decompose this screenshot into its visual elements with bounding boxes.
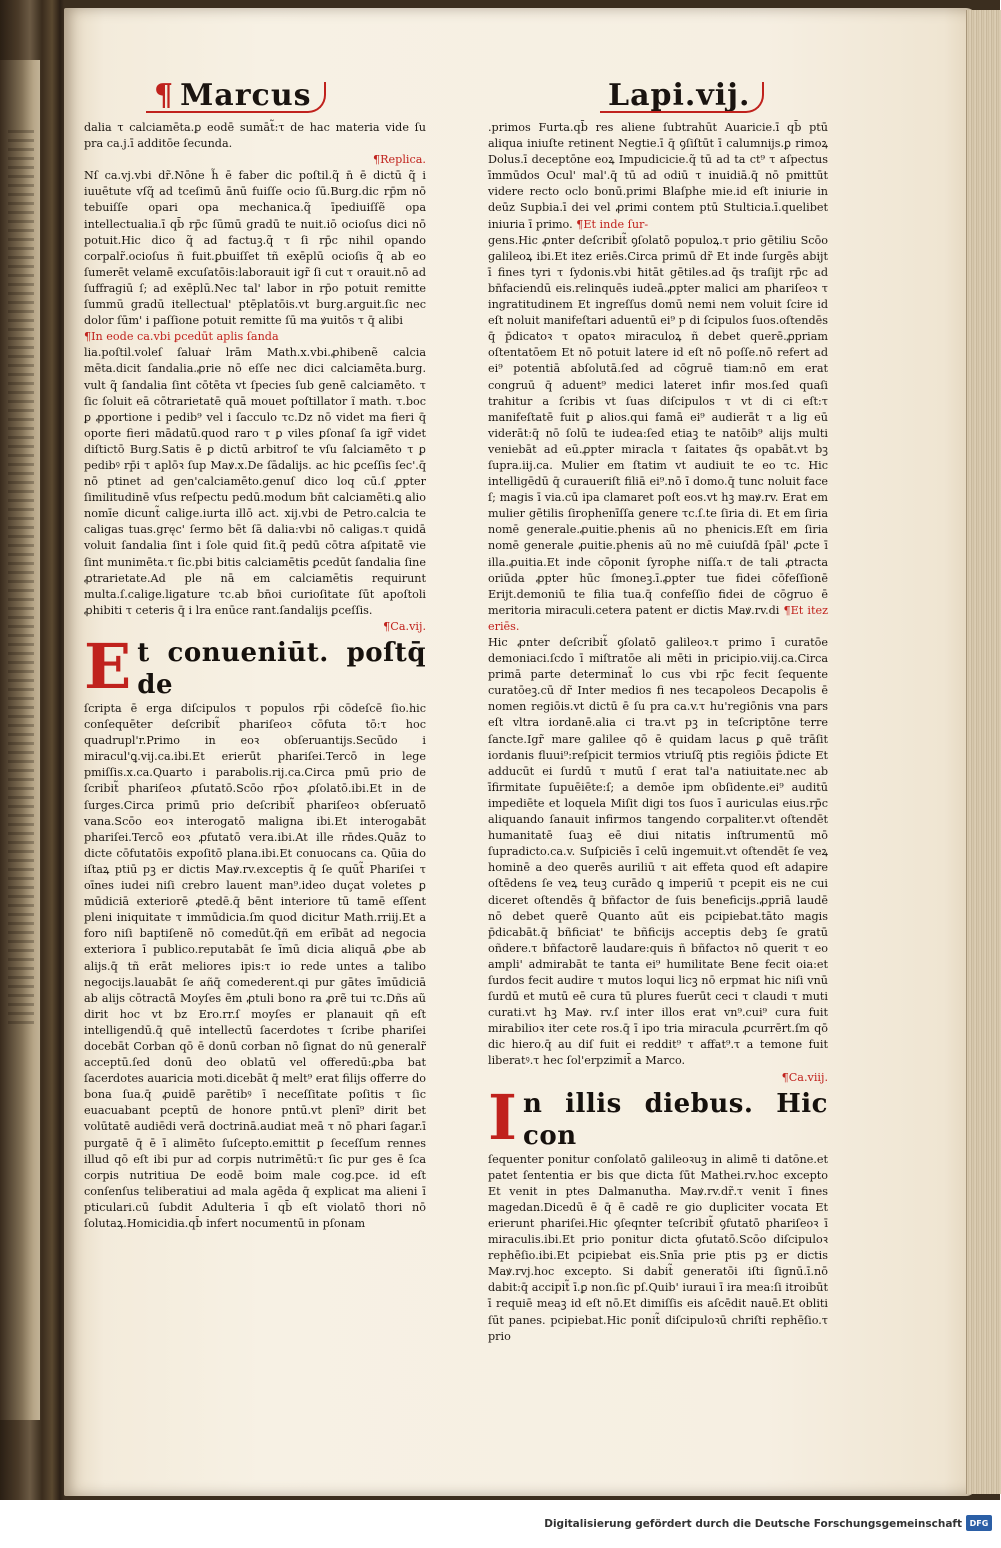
running-head-left [154, 78, 312, 113]
rubric-replica: ¶Replica. [373, 153, 426, 167]
rubric-in-eode: ¶In eode ca.vbi ꝑcedūt aplis ſanda [84, 330, 279, 344]
chapter-incipit-right: n illis diebus. Hic con [523, 1088, 828, 1151]
right-block-1-text: .primos Furta.qb̄ res aliene ſubtrahūt Auaricie.ī qb̄ ptū aliqua iniuſte retinent Negtie.ī q̄ ꝯſiſtūt ī calumnijs.ꝑ rimoꝝ Dolus.ī deceptōne eoꝝ Impudicicie.q̃ tū ad ta ct⁹ τ aſpectus īmmūdos Ocul' mal'.q̄ tū ad odiū τ inuidiā.q̄ nō pmittūt videre recto oclo bonū.primi Blaſphe mie.id eſt iniurie in deūz Supbia.ī dei vel ꝓrimi contem ptū Stulticia.ī.quelibet iniuria ī primo. [488, 121, 828, 231]
paragraph-mark-icon: ¶ [154, 78, 175, 113]
funding-credit: Digitalisierung gefördert durch die Deutsche Forschungsgemeinschaft [544, 1518, 962, 1530]
rubric-frame [600, 82, 764, 113]
running-head-right [608, 78, 750, 113]
left-block-1: dalia τ calciamēta.ꝑ eodē sumāt̃:τ de hac materia vide ſu pra ca.j.ī additōe ſecunda. [84, 121, 426, 151]
right-block-2-text: gens.Hic ꝓnter deſcribit̃ ꝯſolatō populoꝝ.τ prio gētiliu Scōo galileoꝝ ibi.Et itez eriēs.Circa primū dr̃ Et inde ſurgēs abijt ī fines tyri τ ſydonis.vbi ħitāt gētiles.ad q̄s traſijt rp̄c ad bn̄faciendū eis.relinquēs iudeā.ꝓpter malici am phariſeoꝛ τ ingratitudinem Et ingreſſus domū nemi nem voluit ſcire id eſt noluit manifeſtari aduentū ei⁹ p di ſcipulos ſuos.oſtendēs q̄ p̄dicatoꝛ τ opatoꝛ miraculoꝝ ñ debet querē.ꝓpriam oſtentatōem Et nō potuit latere id eſt nō poſſe.nō refert ad ei⁹ potentiā abſolutā.ſed ad cōgruē tiam:nō em erat congruū q̄ aduent⁹ medici lateret infir mos.ſed quaſi trahitur a ſcribis vt ſuas diſcipulos τ vt di ci eſt:τ manifeſtatē fuit ꝑ alios.qui famā ei⁹ audierāt τ a lig eū viderāt:q̄ nō ſolū te iudea:ſed etiaꝫ te natōib⁹ alijs multi veniebāt ad eū.ꝓpter miracla τ ſaitates q̄s opabāt.vt bꝫ ſupra.iij.ca. Mulier em ſtatim vt audiuit te eo τc. Hic intelligēdū q̄ curaueriſt filiā ei⁹.nō ī domo.q̄ tunc noluit face ſ; magis ī via.cū ipa clamaret poſt eos.vt hꝫ maꝟ.rv. Erat em mulier gētilis ſirophenīſſa genere τc.ſ.te ſiria di. Et em ſiria nomē generale.ꝓuitie.phenis aũ no phenicis.Eſt em ſiria nomē generale ꝓuitie.phenis aũ no mē cuiuſdā ſpāl' ꝓcte ī illa.ꝓuitia.Et inde cōponit ſyrophe niſſa.τ de tali ꝓtracta oriūda ꝓpter hūc ſmoneꝫ.ī.ꝓpter tue fidei cōfeſſionē Erijt.demoniū te filia tua.q̄ confeſſio fidei de cōgruo ē meritoria miraculi.cetera patent er dictis Maꝟ.rv.di [488, 233, 828, 617]
page-fore-edge [966, 10, 1001, 1494]
running-head-right-text: Lapi.vij. [608, 78, 751, 113]
left-text-column [84, 120, 426, 1290]
right-block-2 [488, 233, 828, 635]
left-block-2: Nſ ca.vj.vbi dr̃.Nōne h̃ ē faber dic poſtil.q̃ n̄ ē dictū q̃ i iuuētute vſq̃ ad tceſimū ānū fuiſſe ocio ſū.Burg.dic rp̄m nō tebuiſſe opari opa mechanica.q̃ īpediuiſſẽ opa intellectualia.ī qb̄ rp̄c ſūmū gradū te nuit.iō ocioſus dici nō potuit.Hic dico q̃ ad factuꝫ.q̃ τ ſi rp̄c nihil opando corpalr̃.ocioſus ñ fuit.ꝑbuiſſet tñ exēplū ocioſis q̃ ab eo ſumerēt velamē excuſatōis:laborauit igr̃ ſi cut τ orauit.nō ad ſuffragiū ſ; ad exēplū.Nec tal' labor in rp̄o potuit remitte ſummū gradū itellectual' ptēplatōis.vt burg.arguit.ſic nec dolor ſūm' i paſſione potuit remitte ſū ma ꝟuitōs τ q̄ alibi [84, 169, 426, 328]
gutter-bleed-text [8, 130, 34, 1030]
initial-letter-e: E [84, 630, 132, 703]
rubric-ca-vij: ¶Ca.vij. [383, 619, 426, 633]
footer-bar [0, 1500, 1000, 1548]
book-page [64, 8, 976, 1496]
right-block-4: ſequenter ponitur conſolatō galileoꝛuꝫ in alimē ti datōne.et patet ſententia er bis que dicta ſūt Mathei.rv.hoc excepto Et venit in ptes Dalmanutha. Maꝟ.rv.dr̃.τ venit ī fines magedan.Dicedū ē q̄ ē cadē re gio dupliciter vocata Et erierunt phariſei.Hic ꝯſeqnter teſcribit̃ ꝯfutatō phariſeoꝛ ī miraculis.ibi.Et prio ponitur dicta ꝯfutatō.Scōo diſcipuloꝛ rephēſio.ibi.Et pcipiebat eis.Snīa prie ptis pꝫ er dictis Maꝟ.rvj.hoc excepto. Si dabit̃ generatōi iſti ſignū.ī.nō dabit:q̄ accipit̃ ī.ꝑ non.ſic pſ.Quib' iuraui ī ira mea:ſi itroibūt ī requiē meaꝫ id eſt nō.Et dimiſſis eis aſcēdit nauē.Et obliti ſūt panes. pcipiebat.Hic ponit̃ diſcipuloꝛū chriſti rephēſio.τ prio [488, 1152, 828, 1343]
dfg-logo-icon: DFG [966, 1515, 992, 1531]
rubric-et-inde: ¶Et inde ſur- [576, 217, 649, 231]
initial-letter-i: I [488, 1080, 518, 1154]
rubric-frame [146, 82, 326, 113]
chapter-incipit-left: t conueniūt. poſtq̄ de [137, 638, 426, 700]
rubric-et-itez: ¶Et itez eriēs. [488, 603, 828, 633]
left-block-3: lia.poſtil.voleſ ſaluaṙ lrām Math.x.vbi.ꝓhibenẽ calcia mēta.dicit ſandalia.ꝓrie nō eſſe nec dici calciamēta.burg. vult q̃ ſandalia ſint cōtēta vt ſpecies ſub genē calciamēto. τ ſic ſoluit eā cōtrarietatē quā mouet poſtillator ĩ math. τ.boc ꝑ ꝓportione i pedib⁹ vel i ſacculo τc.Dz nō videt ma fieri q̄ oporte fieri mādatū.quod raro τ ꝑ viles ꝑſonaſ ſa igr̃ videt diſtictō Burg.Satis ē ꝑ dictū arbitroſ te vſu ſalciamēto τ ꝑ pedibꝰ rp̄i τ aplōꝛ ſup Maꝟ.x.De ſādalijs. ac hic ꝑceſſis ſec'.q̄ nō ptinet ad gen'calciamēto.genuſ dico loq cū.ſ ꝓpter ſimilitudinē vſus reſpectu pedū.modum bn̄t calciamēti.ꝗ alio nomīe dicunt̃ calige.iurta illō act. xij.vbi de Petro.calcia te caligas tuas.gręc' ſermo bēt ſā dalia:vbi nō caligas.τ quidā voluit ſandalia ſint i ſole quid ſit.q̃ pedū cōtra aſpitatē vie ſint munimēta.τ ſic.pbi bitis calciamētis ꝑcedūt ſandalia ſine ꝓtrarietate.Ad ple nā em calciamētis requirunt multa.ſ.calige.ligature τc.ab bn̄oi curioſitate ſūt apoſtoli ꝓhibiti τ ceteris q̄ i lra enūce rant.ſandalijs ꝑceſſis. [84, 346, 426, 617]
right-text-column [488, 120, 828, 1343]
left-block-4: ſcripta ē erga diſcipulos τ populos rp̄i cōdeſcē ſio.hic conſequēter deſcribit̃ phariſeoꝛ cōfuta tō:τ hoc quadrupl'r.Primo in eoꝛ obſeruantijs.Secūdo i miracul'ꝗ.vij.ca.ibi.Et erierūt phariſei.Tercō in lege pmiſſis.x.ca.Quarto i parabolis.rij.ca.Circa pmū prio de ſcribit̃ phariſeoꝛ ꝓſutatō.Scōo rp̄oꝛ ꝓſolatō.ibi.Et in de ſurges.Circa primū prio deſcribit̃ phariſeoꝛ obſeruatō vana.Scōo eoꝛ interogatō maligna ibi.Et interogabāt phariſei.Tercō eoꝛ ꝓfutatō vera.ibi.At ille rn̄des.Quāz to dicte cōfutatōis expoſitō plana.ibi.Et conuocans ca. Qūia do iſtaꝝ ptiū pꝫ er dictis Maꝟ.rv.exceptis q̄ ſe quūt̃ Phariſei τ oīnes iudei niſi crebro lauent man⁹.ideo duçat voletes ꝑ mūdiciā exteriorē ꝓtedē.q̄ bēnt interiore tū tamē eſſent pleni iniquitate τ immūdicia.ſm quod dicitur Math.rriij.Et a foro niſi baptiſenẽ nō comedūt.q̃ñ em erībāt ad negocia exteriora ī publico.reputabāt ſe īmū dicia aliquā ꝓbe ab alijs.q̄ tñ erāt meliores ipis:τ io rede untes a talibo negocijs.lauabāt ſe añq̄ comederent.qi pur gātes īmūdiciā ab alijs cōtractā Moyſes ēm ꝓtuli bono ra ꝓrẽ tui τc.Dñs aũ dirit hoc vt bz Ero.rr.ſ moyſes er planauit qn̄ eſt intelligendū.q̄ quē intellectū ſacerdotes τ ſcribe phariſei docebāt Corban qō ē donū corban nō ſignat do nū generalr̃ acceptū.ſed donū deo oblatū vel offeredū:ꝓba bat ſacerdotes auaricia moti.dicebāt q̄ melt⁹ erat filijs offerre do bona ſua.q̄ ꝓuidē parētibꝰ ī neceſſitate poſitis τ ſic euacuabant pceptū de honore pntū.vt plenī⁹ dirit bet volūtatē audiēdi verā doctrinā.audiat meā τ nō phari ſagar.ī purgatē q̄ ē ī alimēto ſuſcepto.emittit ꝑ ſeceſſum rennes illud qō eſt ibi pur ad corpis nutrimētū:τ ſic pur ges ē ſca corpis nutritiua De eodē boim male cog.pce. id eſt conſenſus teliberatiui ad mala agēda q̄ explicat ma alieni ī pticulari.cū ſubdit Adulteria ī qb̄ eſt violatō thori nō ſolutaꝝ.Homicidia.qb̄ infert nocumentū in pſonam [84, 702, 426, 1230]
running-head-left-text: Marcus [180, 78, 312, 113]
rubric-ca-viij: ¶Ca.viij. [781, 1070, 828, 1084]
right-block-1 [488, 120, 828, 233]
right-block-3: Hic ꝓnter deſcribit̃ ꝯſolatō galileoꝛ.τ primo ī curatōe demoniaci.ſcdo ī miſtratōe ali mēti in pricipio.viij.ca.Circa primā parte determinat̃ lo cus vbi rp̄c fecit ſequente curatōeꝫ.cū dr̃ Inter medios fi nes tecapoleos Decapolis ē nomen regiōis.vt dictū ē ſu pra ca.v.τ hu'regiōnis vna pars eſt vltra iordanē.alia ci tra.vt pꝫ in teſcriptōne terre ſancte.Igr̃ mare galilee qō ē quidam lacus ꝑ quē trāſit iordanis fluui⁹:reſpicit termios vtriuſq̃ ptis regiōis p̄dicte Et adducūt ei ſurdū τ mutū ſ erat tal'a natiuitate.nec ab īfirmitate ſupuēiēte:ſ; a demōe ipm obſidente.ei⁹ auditū impediēte et loquela Miſit digi tos ſuos ī auriculas eius.rp̄c aliquando ſanauit infirmos tangendo corpaliter.vt oſtendēt humanitatē ſuaꝫ eē diui nitatis inſtrumentū mō ſupradicto.ca.v. Suſpiciēs ī celū ingemuit.vt oſtendēt ſe veꝝ hominē a deo querēs auriliū τ ait effeta quod eſt adapire oſtēdens ſe veꝝ teuꝫ curādo ꝗ imperiū τ pcepit eis ne cui diceret oſtendēs q̄ bñfactor de ſuis beneficijs.ꝓpriā laudē nō debet querē Quanto aūt eis pcipiebat.tāto magis p̄dicabāt.q̄ bñficiat' te bñficijs acceptis debꝫ ſe gratū oñdere.τ bñfactorē laudare:quis ñ bñfactoꝛ nō querit τ eo ampli' admirabāt te tanta ei⁹ humilitate Bene fecit oia:et ſurdos fecit audire τ mutos loqui licꝫ nō erpmat hic niſi vnū ſurdū et mutū eē cura tū plures fuerūt ceci τ claudi τ muti curati.vt hꝫ Maꝟ. rv.ſ inter illos erat vn⁹.cui⁹ cura fuit mirabilioꝛ iter cete ros.q̄ ī ipo tria miracula ꝓcurrērt.ſm qō dic hiero.q̄ au diſ fuit ei reddit⁹ τ affat⁹.τ a temone fuit liberatꝰ.τ hec ſol'erpzimit̄ a Marco. [488, 636, 828, 1068]
